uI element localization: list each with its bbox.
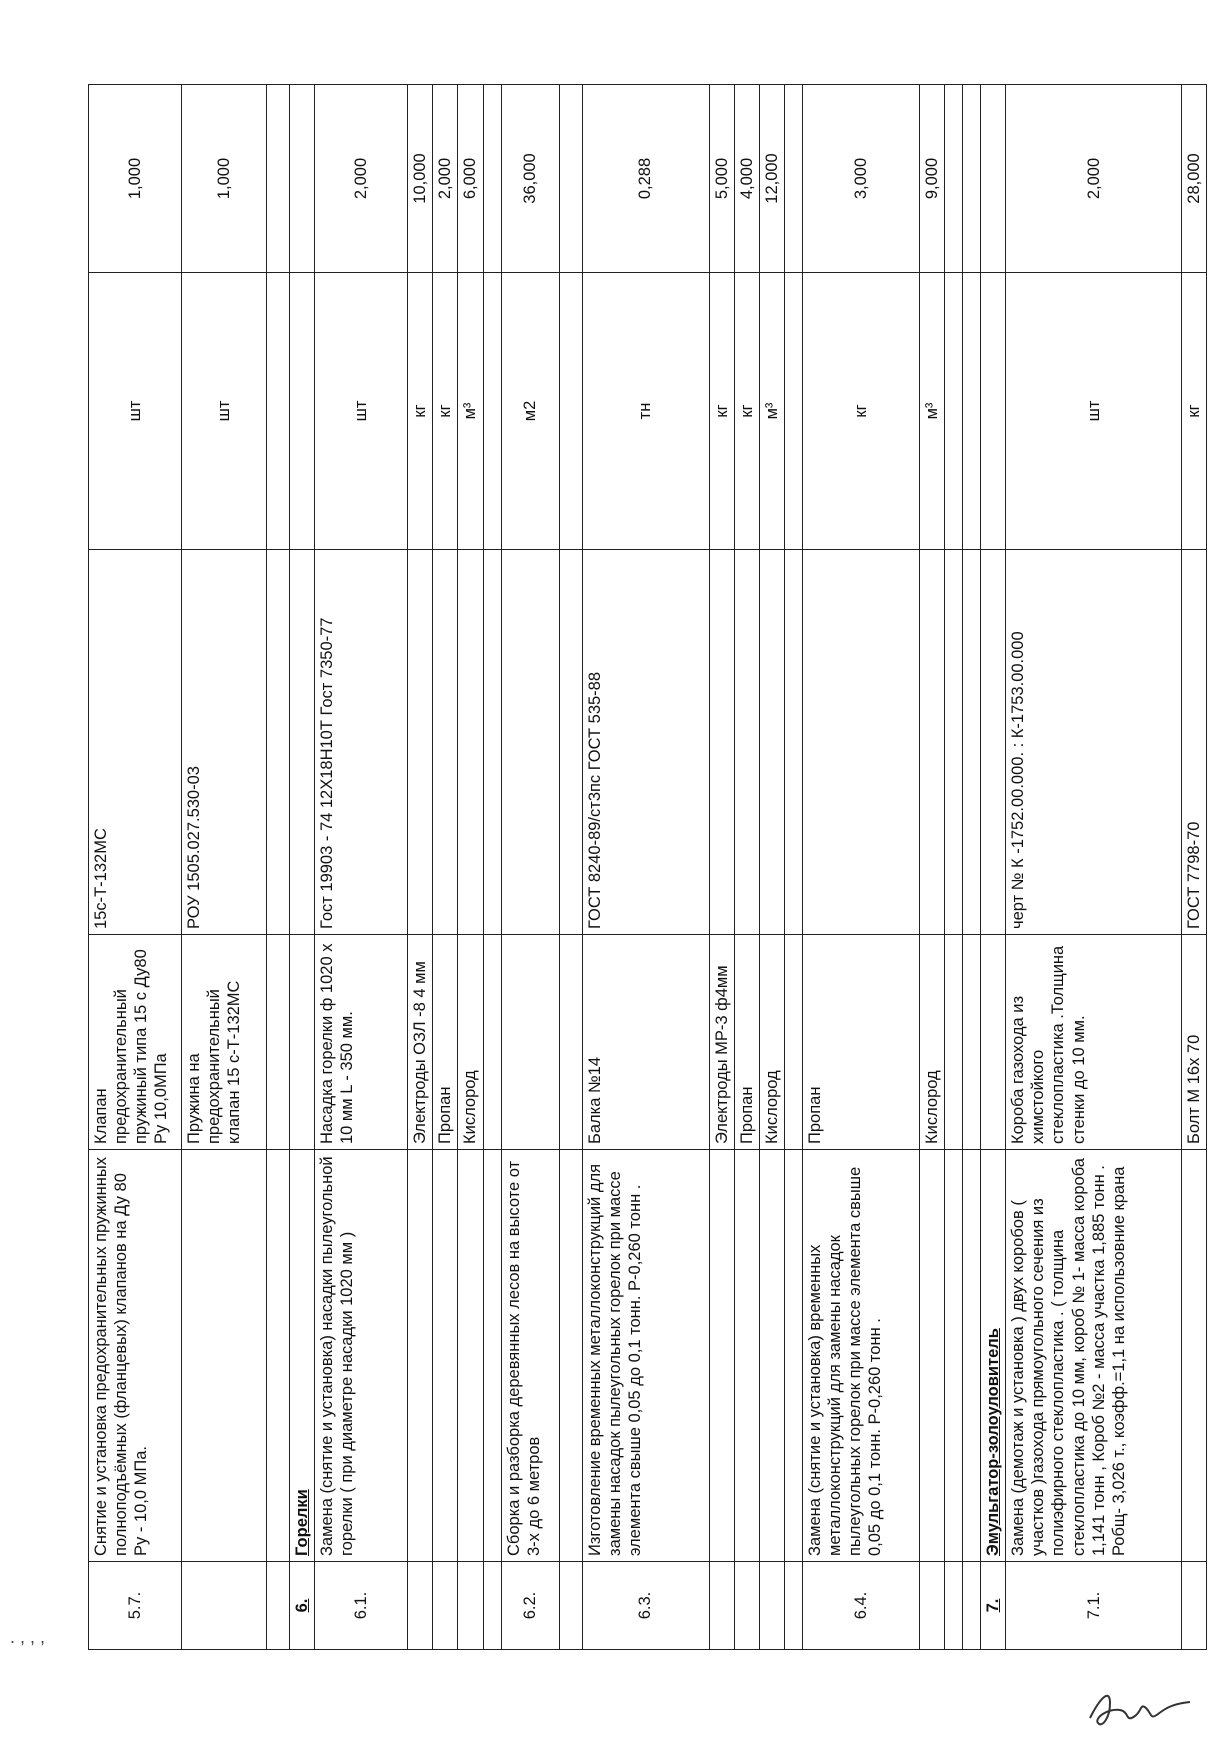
quantity-cell: 6,000	[458, 85, 483, 273]
material-cell: Клапан предохранительный пружиный типа 15 с Ду80 Ру 10,0МПа	[89, 935, 182, 1150]
work-description-cell: Горелки	[290, 1150, 315, 1562]
unit-cell	[945, 273, 963, 550]
work-description-cell	[483, 1150, 501, 1562]
document-cell	[458, 550, 483, 935]
row-number-cell	[433, 1562, 458, 1650]
quantity-cell	[784, 85, 802, 273]
work-description-cell: Снятие и установка предохранительных пружинных полноподъёмных (фланцевых) клапанов на Ду 80 Ру - 10,0 МПа.	[89, 1150, 182, 1562]
work-description-cell	[408, 1150, 433, 1562]
unit-cell: шт	[315, 273, 408, 550]
material-cell: Кислород	[919, 935, 944, 1150]
quantity-cell	[981, 85, 1006, 273]
row-number-cell	[408, 1562, 433, 1650]
row-number-cell	[945, 1562, 963, 1650]
table-row	[501, 85, 559, 1650]
unit-cell: кг	[802, 273, 919, 550]
document-cell: РОУ 1505.027.530-03	[182, 550, 267, 935]
unit-cell: м2	[501, 273, 559, 550]
quantity-cell: 2,000	[1006, 85, 1182, 273]
material-cell: Электроды МР-3 ф4мм	[709, 935, 734, 1150]
work-description-cell: Замена (снятие и установка) временных металлоконструкций для замены насадок пылеугольных горелок при массе элемента свыше 0,05 до 0,1 тонн. Р-0,260 тонн .	[802, 1150, 919, 1562]
row-number-cell	[759, 1562, 784, 1650]
unit-cell: шт	[89, 273, 182, 550]
work-description-cell: Сборка и разборка деревянных лесов на высоте от 3-х до 6 метров	[501, 1150, 559, 1562]
row-number-cell: 6.2.	[501, 1562, 559, 1650]
unit-cell	[963, 273, 981, 550]
document-cell	[963, 550, 981, 935]
unit-cell: кг	[1182, 273, 1207, 550]
signature	[1080, 1668, 1200, 1738]
unit-cell: шт	[1006, 273, 1182, 550]
row-number-cell: 7.	[981, 1562, 1006, 1650]
material-cell: Кислород	[458, 935, 483, 1150]
work-description-cell: Замена (снятие и установка) насадки пылеугольной горелки ( при диаметре насадки 1020 мм )	[315, 1150, 408, 1562]
quantity-cell	[267, 85, 290, 273]
document-cell	[559, 550, 582, 935]
table-row	[433, 85, 458, 1650]
document-cell: ГОСТ 7798-70	[1182, 550, 1207, 935]
quantity-cell: 28,000	[1182, 85, 1207, 273]
document-cell	[501, 550, 559, 935]
unit-cell: шт	[182, 273, 267, 550]
table-row	[267, 85, 290, 1650]
quantity-cell	[559, 85, 582, 273]
row-number-cell	[919, 1562, 944, 1650]
material-cell	[559, 935, 582, 1150]
quantity-cell	[963, 85, 981, 273]
document-cell	[433, 550, 458, 935]
row-number-cell	[267, 1562, 290, 1650]
table-row	[182, 85, 267, 1650]
document-cell	[290, 550, 315, 935]
document-cell	[709, 550, 734, 935]
unit-cell: кг	[734, 273, 759, 550]
table-row	[709, 85, 734, 1650]
table-body	[89, 85, 1207, 1650]
row-number-cell: 5.7.	[89, 1562, 182, 1650]
table-row	[458, 85, 483, 1650]
work-description-cell	[709, 1150, 734, 1562]
quantity-cell: 36,000	[501, 85, 559, 273]
material-cell: Электроды ОЗЛ -8 4 мм	[408, 935, 433, 1150]
table-row	[582, 85, 709, 1650]
table-row	[784, 85, 802, 1650]
work-description-cell	[919, 1150, 944, 1562]
material-cell	[784, 935, 802, 1150]
row-number-cell	[963, 1562, 981, 1650]
work-description-cell	[734, 1150, 759, 1562]
table-row	[559, 85, 582, 1650]
unit-cell: кг	[709, 273, 734, 550]
material-cell	[290, 935, 315, 1150]
quantity-cell	[290, 85, 315, 273]
material-cell: Кислород	[759, 935, 784, 1150]
rotated-page	[88, 85, 1204, 1650]
section-row	[290, 85, 315, 1650]
material-cell: Болт М 16х 70	[1182, 935, 1207, 1150]
document-cell: Гост 19903 - 74 12Х18Н10Т Гост 7350-77	[315, 550, 408, 935]
row-number-cell: 6.3.	[582, 1562, 709, 1650]
work-description-cell	[759, 1150, 784, 1562]
work-description-cell: Эмульгатор-золоуловитель	[981, 1150, 1006, 1562]
material-cell: Короба газохода из химстойкого стеклопластика .Толщина стенки до 10 мм.	[1006, 935, 1182, 1150]
quantity-cell: 2,000	[433, 85, 458, 273]
row-number-cell: 6.	[290, 1562, 315, 1650]
table-row	[1006, 85, 1182, 1650]
table-row	[1182, 85, 1207, 1650]
material-cell: Пропан	[734, 935, 759, 1150]
document-cell	[981, 550, 1006, 935]
unit-cell	[559, 273, 582, 550]
material-cell	[501, 935, 559, 1150]
quantity-cell: 2,000	[315, 85, 408, 273]
document-cell	[802, 550, 919, 935]
row-number-cell	[709, 1562, 734, 1650]
work-description-cell	[267, 1150, 290, 1562]
unit-cell: кг	[433, 273, 458, 550]
document-cell: ГОСТ 8240-89/ст3пс ГОСТ 535-88	[582, 550, 709, 935]
quantity-cell: 10,000	[408, 85, 433, 273]
document-cell	[734, 550, 759, 935]
unit-cell: кг	[408, 273, 433, 550]
row-number-cell	[458, 1562, 483, 1650]
row-number-cell	[483, 1562, 501, 1650]
material-cell: Пропан	[802, 935, 919, 1150]
material-cell: Пружина на предохранительный клапан 15 с-Т-132МС	[182, 935, 267, 1150]
work-description-cell	[784, 1150, 802, 1562]
document-cell	[919, 550, 944, 935]
material-cell: Насадка горелки ф 1020 х 10 мм L - 350 мм.	[315, 935, 408, 1150]
table-row	[759, 85, 784, 1650]
work-description-cell	[182, 1150, 267, 1562]
document-cell: черт № К -1752.00.000. : К-1753.00.000	[1006, 550, 1182, 935]
material-cell	[963, 935, 981, 1150]
section-row	[981, 85, 1006, 1650]
table-row	[945, 85, 963, 1650]
quantity-cell: 12,000	[759, 85, 784, 273]
document-cell	[759, 550, 784, 935]
scan-marks: . , , ,	[10, 1627, 46, 1647]
row-number-cell	[182, 1562, 267, 1650]
document-cell: 15с-Т-132МС	[89, 550, 182, 935]
row-number-cell	[784, 1562, 802, 1650]
quantity-cell	[483, 85, 501, 273]
material-cell	[483, 935, 501, 1150]
material-cell	[267, 935, 290, 1150]
unit-cell: м³	[458, 273, 483, 550]
document-cell	[784, 550, 802, 935]
table-row	[483, 85, 501, 1650]
material-cell: Пропан	[433, 935, 458, 1150]
row-number-cell: 7.1.	[1006, 1562, 1182, 1650]
quantity-cell: 5,000	[709, 85, 734, 273]
work-description-cell: Изготовление временных металлоконструкций для замены насадок пылеугольных горелок при массе элемента свыше 0,05 до 0,1 тонн. Р-0,260 тонн .	[582, 1150, 709, 1562]
quantity-cell: 9,000	[919, 85, 944, 273]
row-number-cell	[1182, 1562, 1207, 1650]
quantity-cell	[945, 85, 963, 273]
estimate-table	[88, 84, 1207, 1650]
work-description-cell	[458, 1150, 483, 1562]
quantity-cell: 1,000	[182, 85, 267, 273]
quantity-cell: 3,000	[802, 85, 919, 273]
row-number-cell: 6.4.	[802, 1562, 919, 1650]
unit-cell	[483, 273, 501, 550]
table-row	[919, 85, 944, 1650]
unit-cell: тн	[582, 273, 709, 550]
document-cell	[408, 550, 433, 935]
work-description-cell	[945, 1150, 963, 1562]
document-cell	[267, 550, 290, 935]
unit-cell	[290, 273, 315, 550]
row-number-cell	[734, 1562, 759, 1650]
unit-cell	[981, 273, 1006, 550]
unit-cell	[784, 273, 802, 550]
table-row	[315, 85, 408, 1650]
table-row	[734, 85, 759, 1650]
quantity-cell: 0,288	[582, 85, 709, 273]
work-description-cell	[433, 1150, 458, 1562]
table-row	[408, 85, 433, 1650]
unit-cell	[267, 273, 290, 550]
material-cell: Балка №14	[582, 935, 709, 1150]
table-row	[963, 85, 981, 1650]
unit-cell: м³	[759, 273, 784, 550]
table-row	[89, 85, 182, 1650]
unit-cell: м³	[919, 273, 944, 550]
document-cell	[483, 550, 501, 935]
work-description-cell	[1182, 1150, 1207, 1562]
work-description-cell	[559, 1150, 582, 1562]
work-description-cell: Замена (демотаж и установка ) двух коробов ( участков )газохода прямоугольного сечения из полиэфирного стеклопластика . ( толщина стеклопластика до 10 мм, короб № 1- масса короба 1,141 тонн , Короб №2 - масса участка 1,885 тонн . Робщ- 3,026 т., коэфф.=1,1 на использовние крана	[1006, 1150, 1182, 1562]
material-cell	[981, 935, 1006, 1150]
row-number-cell: 6.1.	[315, 1562, 408, 1650]
row-number-cell	[559, 1562, 582, 1650]
quantity-cell: 1,000	[89, 85, 182, 273]
work-description-cell	[963, 1150, 981, 1562]
quantity-cell: 4,000	[734, 85, 759, 273]
table-row	[802, 85, 919, 1650]
document-cell	[945, 550, 963, 935]
material-cell	[945, 935, 963, 1150]
